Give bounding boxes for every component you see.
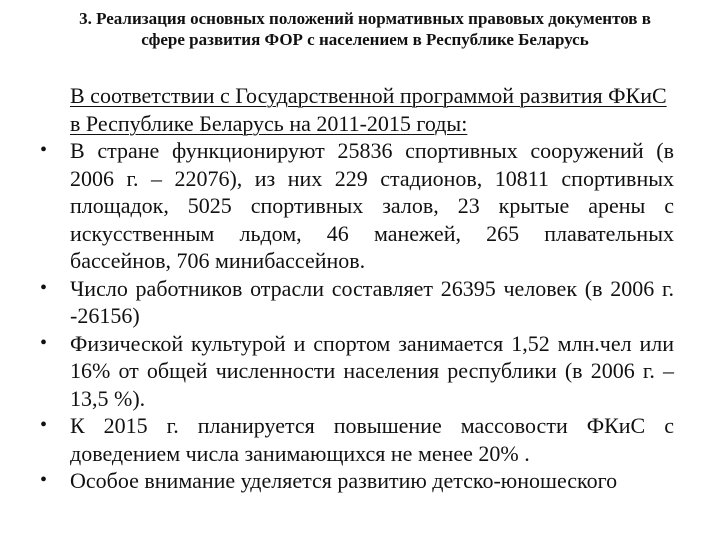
list-item [38, 275, 674, 330]
list-item-text: В стране функционируют 25836 спортивных сооружений (в 2006 г. – 22076), из них 229 стадионов, 10811 спортивных площадок, 5025 спортивных залов, 23 крытые арены с искусственным льдом, 46 манежей, 265 плавательных бассейнов, 706 минибассейнов. [70, 138, 674, 273]
bullet-icon: • [40, 139, 48, 161]
list-item-text: Особое внимание уделяется развитию детско-юношеского [70, 468, 618, 493]
bullet-icon: • [40, 331, 48, 354]
bullet-icon: • [40, 276, 48, 299]
list-item-text: Физической культурой и спортом занимается 1,52 млн.чел или 16% от общей численности населения республики (в 2006 г. – 13,5 %). [70, 330, 674, 411]
list-item [38, 412, 674, 467]
slide-title: 3. Реализация основных положений нормативных правовых документов в сфере развития ФОР с населением в Республике Беларусь [79, 9, 651, 49]
bullet-icon: • [40, 469, 48, 491]
list-item [38, 330, 674, 413]
slide-body [38, 82, 674, 495]
list-item-text: Число работников отрасли составляет 26395 человек (в 2006 г. -26156) [70, 275, 674, 328]
bullet-list [38, 137, 674, 495]
list-item-text: К 2015 г. планируется повышение массовости ФКиС с доведением числа занимающихся не менее 20% . [70, 413, 674, 466]
intro-text: В соответствии с Государственной программой развития ФКиС в Республике Беларусь на 2011-2015 годы: [70, 83, 667, 136]
list-item [38, 137, 674, 275]
list-item [38, 467, 674, 495]
bullet-icon: • [40, 414, 48, 436]
